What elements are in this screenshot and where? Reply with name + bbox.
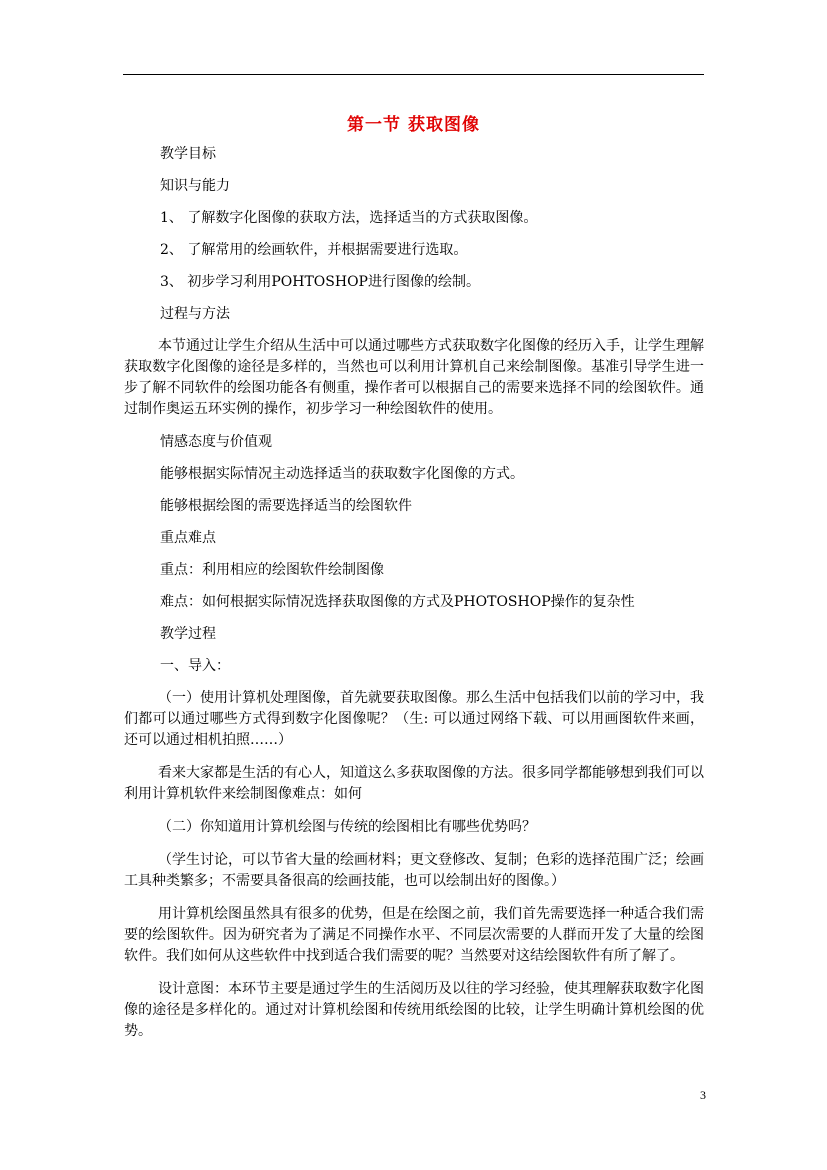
body-content bbox=[124, 144, 704, 1054]
paragraph: 用计算机绘图虽然具有很多的优势，但是在绘图之前，我们首先需要选择一种适合我们需要的绘图软件。因为研究者为了满足不同操作水平、不同层次需要的人群而开发了大量的绘图软件。我们如何从这些软件中找到适合我们需要的呢？当然要对这结绘图软件有所了解了。 bbox=[124, 906, 704, 964]
section-title: 第一节 获取图像 bbox=[347, 115, 480, 135]
heading-process: 过程与方法 bbox=[160, 306, 230, 322]
header-rule bbox=[123, 74, 704, 75]
attitude-item: 能够根据绘图的需要选择适当的绘图软件 bbox=[160, 498, 412, 514]
heading-teaching-process: 教学过程 bbox=[160, 626, 216, 642]
design-intent-paragraph: 设计意图：本环节主要是通过学生的生活阅历及以往的学习经验，使其理解获取数字化图像的途径是多样化的。通过对计算机绘图和传统用纸绘图的比较，让学生明确计算机绘图的优势。 bbox=[124, 981, 704, 1039]
process-paragraph: 本节通过让学生介绍从生活中可以通过哪些方式获取数字化图像的经历入手，让学生理解获取数字化图像的途径是多样的，当然也可以利用计算机自己来绘制图像。基准引导学生进一步了解不同软件的绘图功能各有侧重，操作者可以根据自己的需要来选择不同的绘图软件。通过制作奥运五环实例的操作，初步学习一种绘图软件的使用。 bbox=[124, 338, 704, 417]
paragraph: （二）你知道用计算机绘图与传统的绘图相比有哪些优势吗？ bbox=[158, 819, 536, 835]
paragraph: （一）使用计算机处理图像，首先就要获取图像。那么生活中包括我们以前的学习中，我们都可以通过哪些方式得到数字化图像呢？（生: 可以通过网络下载、可以用画图软件来画，还可以通过相机拍照……） bbox=[124, 690, 704, 748]
heading-key-points: 重点难点 bbox=[160, 530, 216, 546]
difficult-point: 难点：如何根据实际情况选择获取图像的方式及PHOTOSHOP操作的复杂性 bbox=[160, 594, 635, 610]
heading-objectives: 教学目标 bbox=[160, 146, 216, 162]
objective-item: 3、 初步学习利用POHTOSHOP进行图像的绘制。 bbox=[160, 274, 480, 290]
paragraph: 看来大家都是生活的有心人，知道这么多获取图像的方法。很多同学都能够想到我们可以利用计算机软件来绘制图像难点：如何 bbox=[124, 765, 704, 802]
objective-item: 2、 了解常用的绘画软件，并根据需要进行选取。 bbox=[160, 242, 468, 258]
heading-introduction: 一、导入： bbox=[160, 658, 230, 674]
attitude-item: 能够根据实际情况主动选择适当的获取数字化图像的方式。 bbox=[160, 466, 524, 482]
objective-item: 1、 了解数字化图像的获取方法，选择适当的方式获取图像。 bbox=[160, 210, 538, 226]
heading-attitude: 情感态度与价值观 bbox=[160, 434, 272, 450]
paragraph: （学生讨论，可以节省大量的绘画材料；更文登修改、复制；色彩的选择范围广泛；绘画工具种类繁多；不需要具备很高的绘画技能，也可以绘制出好的图像。） bbox=[124, 852, 704, 889]
heading-knowledge: 知识与能力 bbox=[160, 178, 230, 194]
key-point: 重点：利用相应的绘图软件绘制图像 bbox=[160, 562, 384, 578]
page-number: 3 bbox=[700, 1088, 706, 1102]
